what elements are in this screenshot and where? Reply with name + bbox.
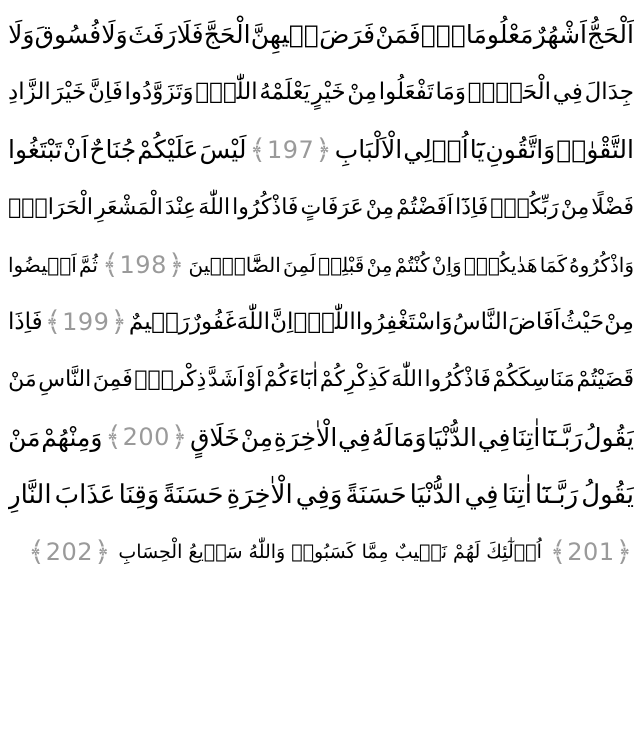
verse-ornament-right-icon: ﴿ bbox=[615, 535, 632, 569]
verse-word: كَمَا bbox=[539, 252, 567, 277]
verse-word: وَاذْكُرُوهُ bbox=[569, 252, 634, 277]
verse-word: رَفَثَ bbox=[127, 20, 177, 50]
verse-word: ثُمَّ bbox=[79, 252, 98, 277]
verse-word: وَاِنْ bbox=[431, 252, 462, 277]
verse-word: مِنْ bbox=[604, 309, 634, 336]
verse-word: الْحَرَامِۖ bbox=[8, 194, 93, 220]
verse-word: جِدَالَ bbox=[584, 79, 634, 106]
verse-word: رَبَّـنَٓا bbox=[535, 479, 579, 510]
verse-word: قَضَيْتُمْ bbox=[576, 367, 634, 393]
verse-word: فَاِذَٓا bbox=[455, 194, 489, 220]
verse-word: عَرَفَاتٍ bbox=[300, 194, 364, 220]
verse-word: فَمَنْ bbox=[375, 20, 421, 50]
verse-ornament-left-icon: ﴾ bbox=[549, 535, 567, 569]
verse-word: وَاللّٰهُ bbox=[248, 541, 286, 564]
text-line bbox=[8, 236, 634, 294]
verse-word: فَاذْكُرُوا bbox=[424, 367, 491, 393]
verse-word: مِنْ bbox=[240, 422, 273, 452]
verse-word: اَلْحَجُّ bbox=[587, 20, 634, 50]
verse-word: اللّٰهَ bbox=[236, 309, 270, 336]
verse-number: 202 bbox=[45, 538, 94, 567]
verse-word: اَفَاضَ bbox=[508, 309, 561, 336]
text-line bbox=[8, 409, 634, 467]
verse-number-marker bbox=[26, 535, 112, 569]
verse-word: فِي bbox=[464, 479, 499, 510]
verse-word: حَسَنَةً bbox=[345, 479, 407, 510]
verse-word: ذِكْراًۜ bbox=[134, 367, 207, 393]
verse-word: اُو۬لِي bbox=[403, 135, 469, 165]
verse-number: 201 bbox=[567, 538, 615, 567]
verse-word: اَنْ bbox=[63, 135, 89, 165]
verse-ornament-right-icon: ﴿ bbox=[315, 132, 332, 166]
verse-word: تَبْتَغُوا bbox=[8, 135, 62, 165]
verse-word: لَهُمْ bbox=[453, 541, 481, 564]
verse-word: مَنْ bbox=[8, 367, 37, 393]
verse-word: الْمَشْعَرِ bbox=[94, 194, 163, 220]
verse-word: مَعْلُومَاتٌۚ bbox=[420, 20, 534, 50]
verse-word: اٰتِنَا bbox=[501, 479, 532, 510]
verse-word: يَعْلَمْهُ bbox=[259, 79, 311, 106]
verse-word: فَاِنَّ bbox=[87, 79, 123, 106]
verse-word: فِي bbox=[338, 422, 371, 452]
text-line bbox=[8, 6, 634, 64]
verse-word: اِنَّ bbox=[270, 309, 294, 336]
text-line bbox=[8, 121, 634, 179]
verse-word: وَفِي bbox=[295, 479, 343, 510]
verse-word: مِنْ bbox=[365, 194, 395, 220]
verse-word: رَح۪يمٌ bbox=[128, 309, 190, 336]
verse-word: كَسَبُواۜ bbox=[291, 541, 356, 564]
verse-word: فَاذْكُرُوا bbox=[232, 194, 299, 220]
verse-word: وَمِنْهُمْ bbox=[41, 422, 103, 452]
text-line bbox=[8, 466, 634, 524]
verse-number: 197 bbox=[266, 135, 315, 164]
verse-word: تَفْعَلُوا bbox=[378, 79, 434, 106]
text-line bbox=[8, 294, 634, 352]
verse-ornament-left-icon: ﴾ bbox=[102, 247, 119, 281]
verse-ornament-right-icon: ﴿ bbox=[170, 420, 188, 454]
verse-number-marker bbox=[103, 420, 189, 454]
verse-word: خَلَاقٍ bbox=[190, 422, 240, 452]
verse-word: الْحَجَّ bbox=[203, 20, 251, 50]
verse-number: 200 bbox=[122, 423, 170, 452]
verse-word: مِنْ bbox=[347, 79, 378, 106]
verse-ornament-left-icon: ﴾ bbox=[28, 535, 45, 569]
verse-word: عَذَابَ bbox=[54, 479, 116, 510]
text-line bbox=[8, 524, 634, 582]
verse-word: عَلَيْكُمْ bbox=[137, 135, 199, 165]
verse-word: اللّٰهَ bbox=[198, 194, 231, 220]
verse-word: وَتَزَوَّدُوا bbox=[124, 79, 194, 106]
verse-word: عِنْدَ bbox=[164, 194, 197, 220]
verse-word: وَاسْتَغْفِرُوا bbox=[355, 309, 453, 336]
verse-word: اَفَضْتُمْ bbox=[396, 194, 454, 220]
verse-word: اُو۬لٰٓئِكَ bbox=[486, 541, 542, 564]
verse-ornament-right-icon: ﴿ bbox=[167, 247, 185, 281]
verse-word: لَهُ bbox=[371, 422, 393, 452]
verse-word: الدُّنْيَا bbox=[409, 479, 462, 510]
verse-word: وَاتَّقُونِ bbox=[485, 135, 556, 165]
verse-word: اٰبَٓاءَكُمْ bbox=[263, 367, 319, 393]
verse-word: نَص۪يبٌ bbox=[394, 541, 448, 564]
verse-word: وَقِنَا bbox=[118, 479, 160, 510]
verse-word: يَقُولُ bbox=[581, 479, 634, 510]
verse-word: مَنْ bbox=[8, 422, 41, 452]
verse-word: التَّقْوٰىۘ bbox=[556, 135, 634, 165]
verse-word: حَيْثُ bbox=[560, 309, 605, 336]
verse-ornament-left-icon: ﴾ bbox=[44, 305, 62, 339]
verse-word: يَقُولُ bbox=[583, 422, 634, 452]
verse-word: النَّاسِ bbox=[38, 367, 92, 393]
verse-word: اللّٰهَ bbox=[391, 367, 423, 393]
verse-word: حَسَنَةً bbox=[162, 479, 224, 510]
verse-word: وَمَا bbox=[393, 422, 427, 452]
verse-word: مَنَاسِكَكُمْ bbox=[492, 367, 575, 393]
verse-word: لَمِنَ bbox=[283, 252, 316, 277]
verse-word: النَّاسُ bbox=[452, 309, 509, 336]
verse-word: الزَّادِ bbox=[8, 79, 51, 106]
verse-ornament-left-icon: ﴾ bbox=[249, 132, 266, 166]
verse-word: فَلَا bbox=[176, 20, 204, 50]
verse-word: سَر۪يعُ bbox=[188, 541, 243, 564]
verse-word: وَلَا bbox=[101, 20, 128, 50]
verse-word: رَبِّكُمْۜ bbox=[490, 194, 559, 220]
verse-word: يَٓا bbox=[469, 135, 485, 165]
verse-word: الْحَجِّۜ bbox=[467, 79, 552, 106]
verse-word: جُنَاحٌ bbox=[89, 135, 137, 165]
verse-word: الدُّنْيَا bbox=[427, 422, 477, 452]
text-line bbox=[8, 351, 634, 409]
verse-number-marker bbox=[548, 535, 634, 569]
verse-word: اَشْهُرٌ bbox=[533, 20, 587, 50]
verse-number-marker bbox=[100, 247, 186, 281]
verse-word: اللّٰهُۜ bbox=[195, 79, 258, 106]
verse-word: الْاَلْبَابِ bbox=[334, 135, 403, 165]
verse-word: فَمِنَ bbox=[92, 367, 133, 393]
verse-word: كُنْتُمْ bbox=[394, 252, 430, 277]
text-line bbox=[8, 64, 634, 122]
verse-word: هَدٰيكُمْۚ bbox=[463, 252, 538, 277]
verse-word: اَشَدَّ bbox=[207, 367, 244, 393]
verse-word: وَلَا bbox=[8, 20, 35, 50]
verse-word: الْحِسَابِ bbox=[118, 541, 183, 564]
verse-word: الضَّٓالّ۪ينَ bbox=[188, 252, 281, 277]
verse-number: 198 bbox=[119, 250, 167, 279]
verse-word: الْاٰخِرَةِ bbox=[226, 479, 293, 510]
verse-word: خَيْرٍ bbox=[311, 79, 346, 106]
verse-word: ف۪يهِنَّ bbox=[250, 20, 319, 50]
verse-word: النَّارِ bbox=[8, 479, 52, 510]
verse-ornament-left-icon: ﴾ bbox=[105, 420, 122, 454]
verse-ornament-right-icon: ﴿ bbox=[110, 305, 127, 339]
verse-word: فُسُوقَ bbox=[34, 20, 102, 50]
verse-word: اَف۪يضُوا bbox=[8, 252, 77, 277]
verse-ornament-right-icon: ﴿ bbox=[94, 535, 111, 569]
verse-word: وَمَا bbox=[435, 79, 466, 106]
verse-word: رَبَّـنَٓا bbox=[541, 422, 583, 452]
verse-word: كَذِكْرِكُمْ bbox=[319, 367, 390, 393]
verse-word: فَضْلًا bbox=[591, 194, 634, 220]
verse-word: مِنْ bbox=[366, 252, 393, 277]
verse-word: اٰتِنَا bbox=[511, 422, 541, 452]
verse-word: فَاِذَا bbox=[8, 309, 43, 336]
verse-word: اَوْ bbox=[245, 367, 263, 393]
verse-word: فَرَضَ bbox=[319, 20, 376, 50]
verse-word: فِي bbox=[477, 422, 511, 452]
verse-number-marker bbox=[43, 305, 129, 339]
verse-word: الْاٰخِرَةِ bbox=[273, 422, 338, 452]
verse-word: فِي bbox=[552, 79, 583, 106]
verse-word: خَيْرَ bbox=[52, 79, 87, 106]
verse-word: اللّٰهَۜ bbox=[293, 309, 356, 336]
verse-word: مِمَّا bbox=[361, 541, 389, 564]
verse-word: قَبْلِه۪ bbox=[318, 252, 365, 277]
verse-word: مِنْ bbox=[560, 194, 590, 220]
verse-word: لَيْسَ bbox=[199, 135, 247, 165]
verse-number-marker bbox=[248, 132, 334, 166]
verse-word: غَفُورٌ bbox=[189, 309, 237, 336]
verse-number: 199 bbox=[62, 308, 110, 337]
text-line bbox=[8, 179, 634, 237]
